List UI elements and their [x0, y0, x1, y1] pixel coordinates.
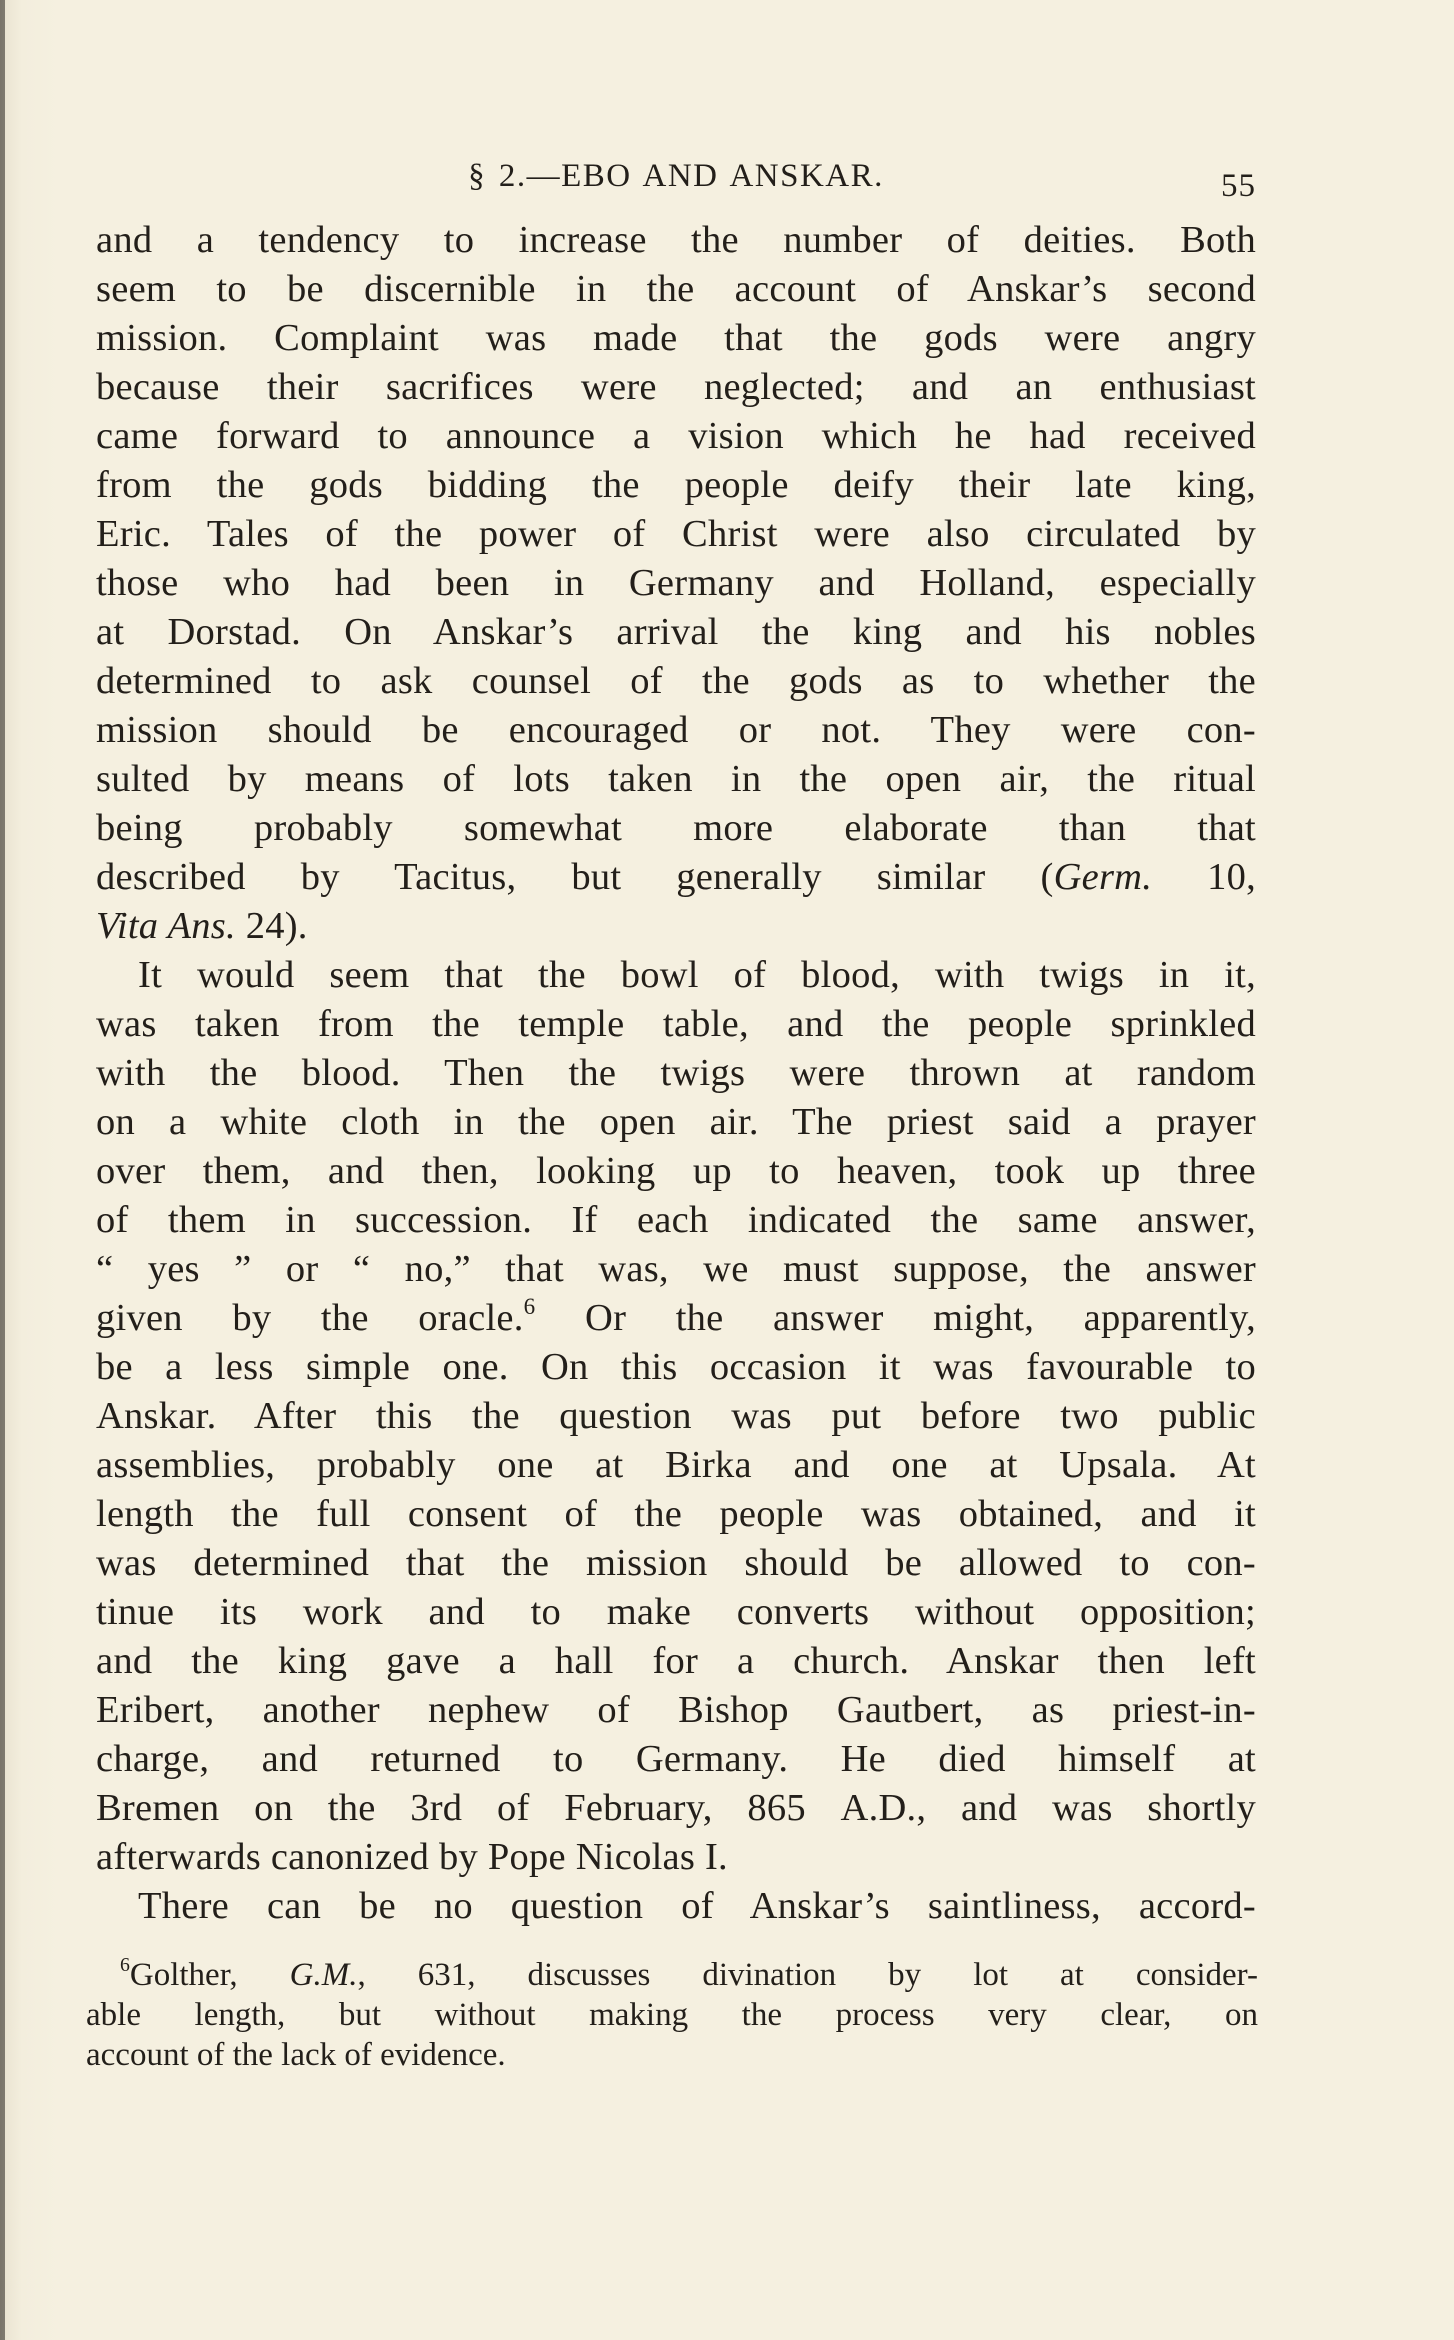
page-number: 55: [1221, 168, 1256, 204]
text-line: There can be no question of Anskar’s saintliness, accord-: [138, 1885, 1256, 1927]
text-line: Bremen on the 3rd of February, 865 A.D., and was shortly: [96, 1787, 1256, 1829]
text-line: over them, and then, looking up to heaven, took up three: [96, 1150, 1256, 1192]
footnote-line: able length, but without making the process very clear, on: [86, 1997, 1258, 2033]
text-line: charge, and returned to Germany. He died himself at: [96, 1738, 1256, 1780]
running-head: [96, 158, 1256, 208]
text-line: those who had been in Germany and Holland, especially: [96, 562, 1256, 604]
footnote-reference: 6: [523, 1294, 536, 1319]
footnote-marker: 6: [120, 1955, 130, 1977]
text-line: with the blood. Then the twigs were thrown at random: [96, 1052, 1256, 1094]
text-line: mission. Complaint was made that the gods were angry: [96, 317, 1256, 359]
text-line: and the king gave a hall for a church. Anskar then left: [96, 1640, 1256, 1682]
text-line: of them in succession. If each indicated the same answer,: [96, 1199, 1256, 1241]
citation-gm: G.M.: [289, 1957, 358, 1993]
text-line: on a white cloth in the open air. The priest said a prayer: [96, 1101, 1256, 1143]
footnote-line: account of the lack of evidence.: [86, 2037, 506, 2073]
text-line: Vita Ans. 24).: [96, 905, 308, 947]
text-line: because their sacrifices were neglected; and an enthusiast: [96, 366, 1256, 408]
text-line: Eric. Tales of the power of Christ were also circulated by: [96, 513, 1256, 555]
text-line: afterwards canonized by Pope Nicolas I.: [96, 1836, 728, 1878]
text-line: Eribert, another nephew of Bishop Gautbert, as priest-in-: [96, 1689, 1256, 1731]
body-text: [96, 216, 1256, 1931]
text-line: was determined that the mission should be allowed to con-: [96, 1542, 1256, 1584]
text-line: was taken from the temple table, and the people sprinkled: [96, 1003, 1256, 1045]
era-abbreviation: A.D.: [840, 1787, 917, 1829]
citation-vita-ans: Vita Ans.: [96, 905, 236, 947]
text-line: at Dorstad. On Anskar’s arrival the king and his nobles: [96, 611, 1256, 653]
text-line: tinue its work and to make converts without opposition;: [96, 1591, 1256, 1633]
text-line: came forward to announce a vision which he had received: [96, 415, 1256, 457]
binding-edge: [0, 0, 5, 2340]
text-line: It would seem that the bowl of blood, with twigs in it,: [138, 954, 1256, 996]
text-line: and a tendency to increase the number of deities. Both: [96, 219, 1256, 261]
text-line: mission should be encouraged or not. They were con-: [96, 709, 1256, 751]
text-line: given by the oracle.$^6$ Or the answer might, apparently,: [96, 1294, 1256, 1339]
text-line: seem to be discernible in the account of Anskar’s second: [96, 268, 1256, 310]
text-line: determined to ask counsel of the gods as to whether the: [96, 660, 1256, 702]
text-line: from the gods bidding the people deify their late king,: [96, 464, 1256, 506]
text-line: described by Tacitus, but generally similar (Germ. 10,: [96, 856, 1256, 898]
text-line: being probably somewhat more elaborate than that: [96, 807, 1256, 849]
footnote: [86, 1955, 1258, 2075]
text-line: “ yes ” or “ no,” that was, we must suppose, the answer: [96, 1248, 1256, 1290]
text-line: assemblies, probably one at Birka and one at Upsala. At: [96, 1444, 1256, 1486]
footnote-line: $^6$Golther, G.M., 631, discusses divination by lot at consider-: [120, 1955, 1258, 1993]
citation-germania: Germ.: [1053, 856, 1153, 898]
text-line: sulted by means of lots taken in the open air, the ritual: [96, 758, 1256, 800]
text-line: Anskar. After this the question was put before two public: [96, 1395, 1256, 1437]
running-title: § 2.—EBO AND ANSKAR.: [468, 158, 884, 194]
text-line: be a less simple one. On this occasion it was favourable to: [96, 1346, 1256, 1388]
text-line: length the full consent of the people was obtained, and it: [96, 1493, 1256, 1535]
